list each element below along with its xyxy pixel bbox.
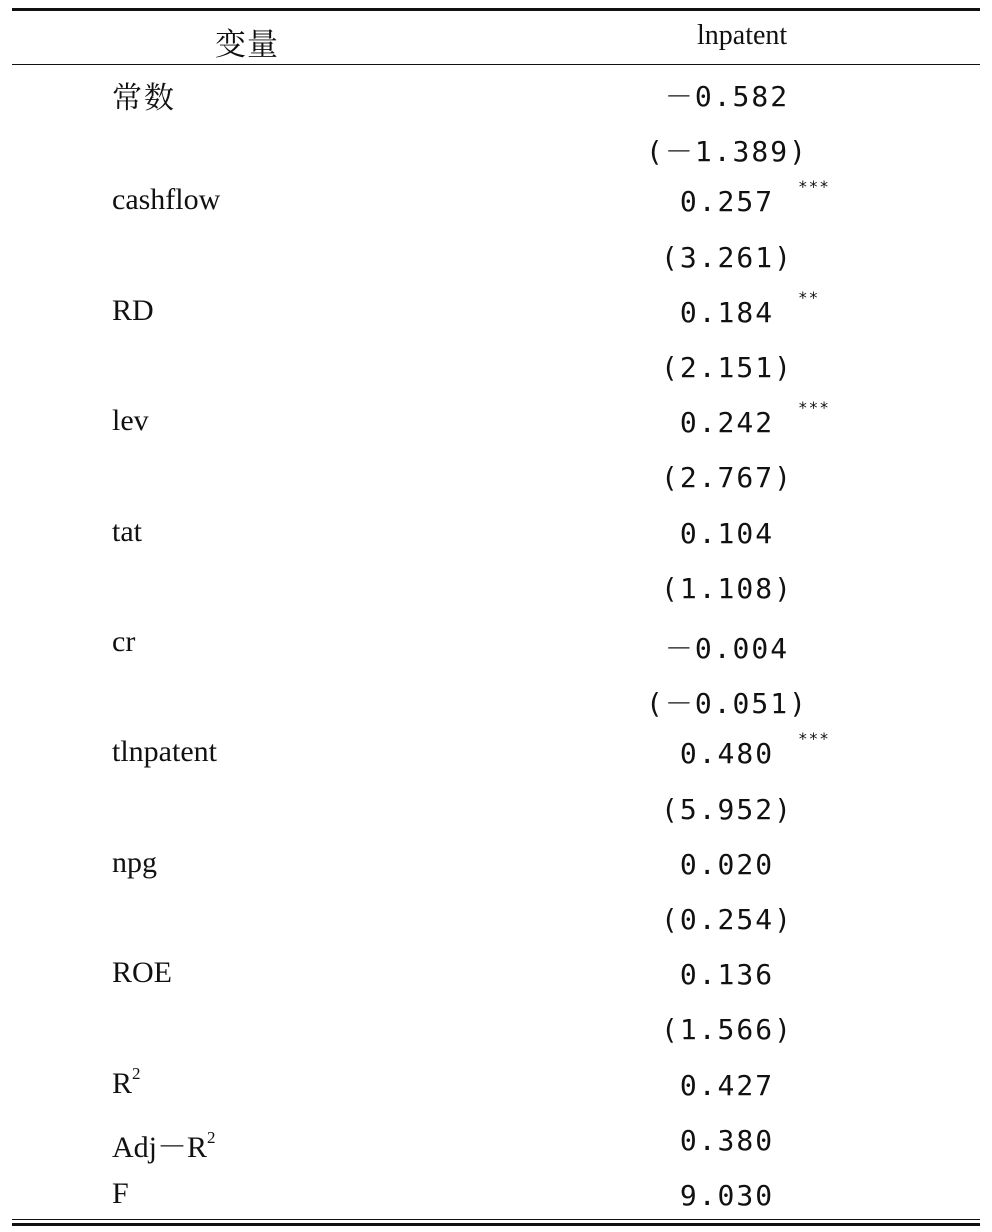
coefficient: 0.184 [679, 295, 775, 329]
variable-label-text: lev [112, 404, 149, 438]
variable-label-text: tlnpatent [112, 735, 217, 769]
variable-label [112, 1122, 216, 1166]
variable-label [112, 1063, 141, 1101]
table-row [12, 286, 980, 341]
t-statistic: (1.108) [660, 571, 793, 605]
variable-label [112, 956, 172, 990]
table-row [12, 175, 980, 230]
superscript: 2 [132, 1063, 141, 1083]
table-row [12, 231, 980, 286]
table-row [12, 948, 980, 1003]
coefficient: 0.427 [679, 1068, 775, 1102]
t-statistic: (5.952) [660, 792, 793, 826]
bottom-rule-thin [12, 1219, 980, 1220]
coefficient: －0.004 [664, 632, 790, 665]
bottom-rule-thick [12, 1223, 980, 1226]
table-row [12, 562, 980, 617]
t-statistic: (0.254) [660, 903, 793, 936]
variable-label [112, 73, 176, 117]
coefficient: 0.480 [679, 737, 775, 771]
significance-stars: *** [798, 398, 830, 418]
header-variable: 变量 [215, 27, 279, 63]
coefficient: 0.136 [679, 958, 775, 992]
variable-label [112, 625, 135, 659]
header-lnpatent: lnpatent [697, 20, 788, 51]
variable-label-text: 常数 [112, 81, 176, 116]
table-row [12, 893, 980, 948]
regression-table [12, 8, 980, 1228]
variable-label [112, 1177, 129, 1211]
table-row [12, 783, 980, 838]
variable-label-text: tat [112, 514, 142, 548]
coefficient: －0.582 [664, 80, 790, 113]
table-row [12, 1059, 980, 1114]
coefficient: 0.104 [679, 516, 775, 550]
table-row [12, 451, 980, 506]
variable-label [112, 294, 154, 328]
significance-stars: ** [798, 287, 820, 307]
variable-label [112, 735, 217, 769]
variable-label-text: ROE [112, 956, 172, 990]
t-statistic: (2.767) [660, 461, 793, 495]
variable-label-text: RD [112, 293, 154, 327]
table-row [12, 672, 980, 727]
variable-label-text: cr [112, 625, 136, 658]
t-statistic: (2.151) [660, 351, 793, 384]
coefficient: 9.030 [679, 1179, 775, 1212]
coefficient: 0.020 [679, 847, 775, 881]
coefficient: 0.380 [679, 1123, 775, 1157]
superscript: 2 [207, 1127, 216, 1147]
variable-label [112, 183, 220, 217]
table-row [12, 65, 980, 120]
variable-label [112, 515, 142, 549]
table-body [12, 65, 980, 1217]
table-row [12, 507, 980, 562]
table-row [12, 1169, 980, 1224]
table-row [12, 341, 980, 396]
table-row [12, 727, 980, 782]
table-row [12, 396, 980, 451]
t-statistic: (3.261) [660, 240, 793, 274]
variable-label-text: cashflow [112, 183, 221, 217]
significance-stars: *** [798, 729, 830, 749]
table-row [12, 838, 980, 893]
table-row [12, 120, 980, 175]
table-row [12, 1114, 980, 1169]
variable-label-text: F [112, 1177, 129, 1210]
significance-stars: *** [798, 177, 830, 197]
variable-label-text: npg [112, 845, 157, 879]
t-statistic: (－0.051) [645, 687, 808, 721]
t-statistic: (－1.389) [645, 135, 808, 169]
variable-label [112, 846, 157, 880]
coefficient: 0.242 [679, 406, 775, 440]
coefficient: 0.257 [679, 185, 775, 219]
variable-label-text: Adj－R [112, 1130, 208, 1164]
table-row [12, 617, 980, 672]
variable-label [112, 404, 149, 438]
t-statistic: (1.566) [660, 1013, 793, 1047]
variable-label-text: R [112, 1066, 133, 1100]
table-header [12, 11, 980, 64]
table-row [12, 1003, 980, 1058]
